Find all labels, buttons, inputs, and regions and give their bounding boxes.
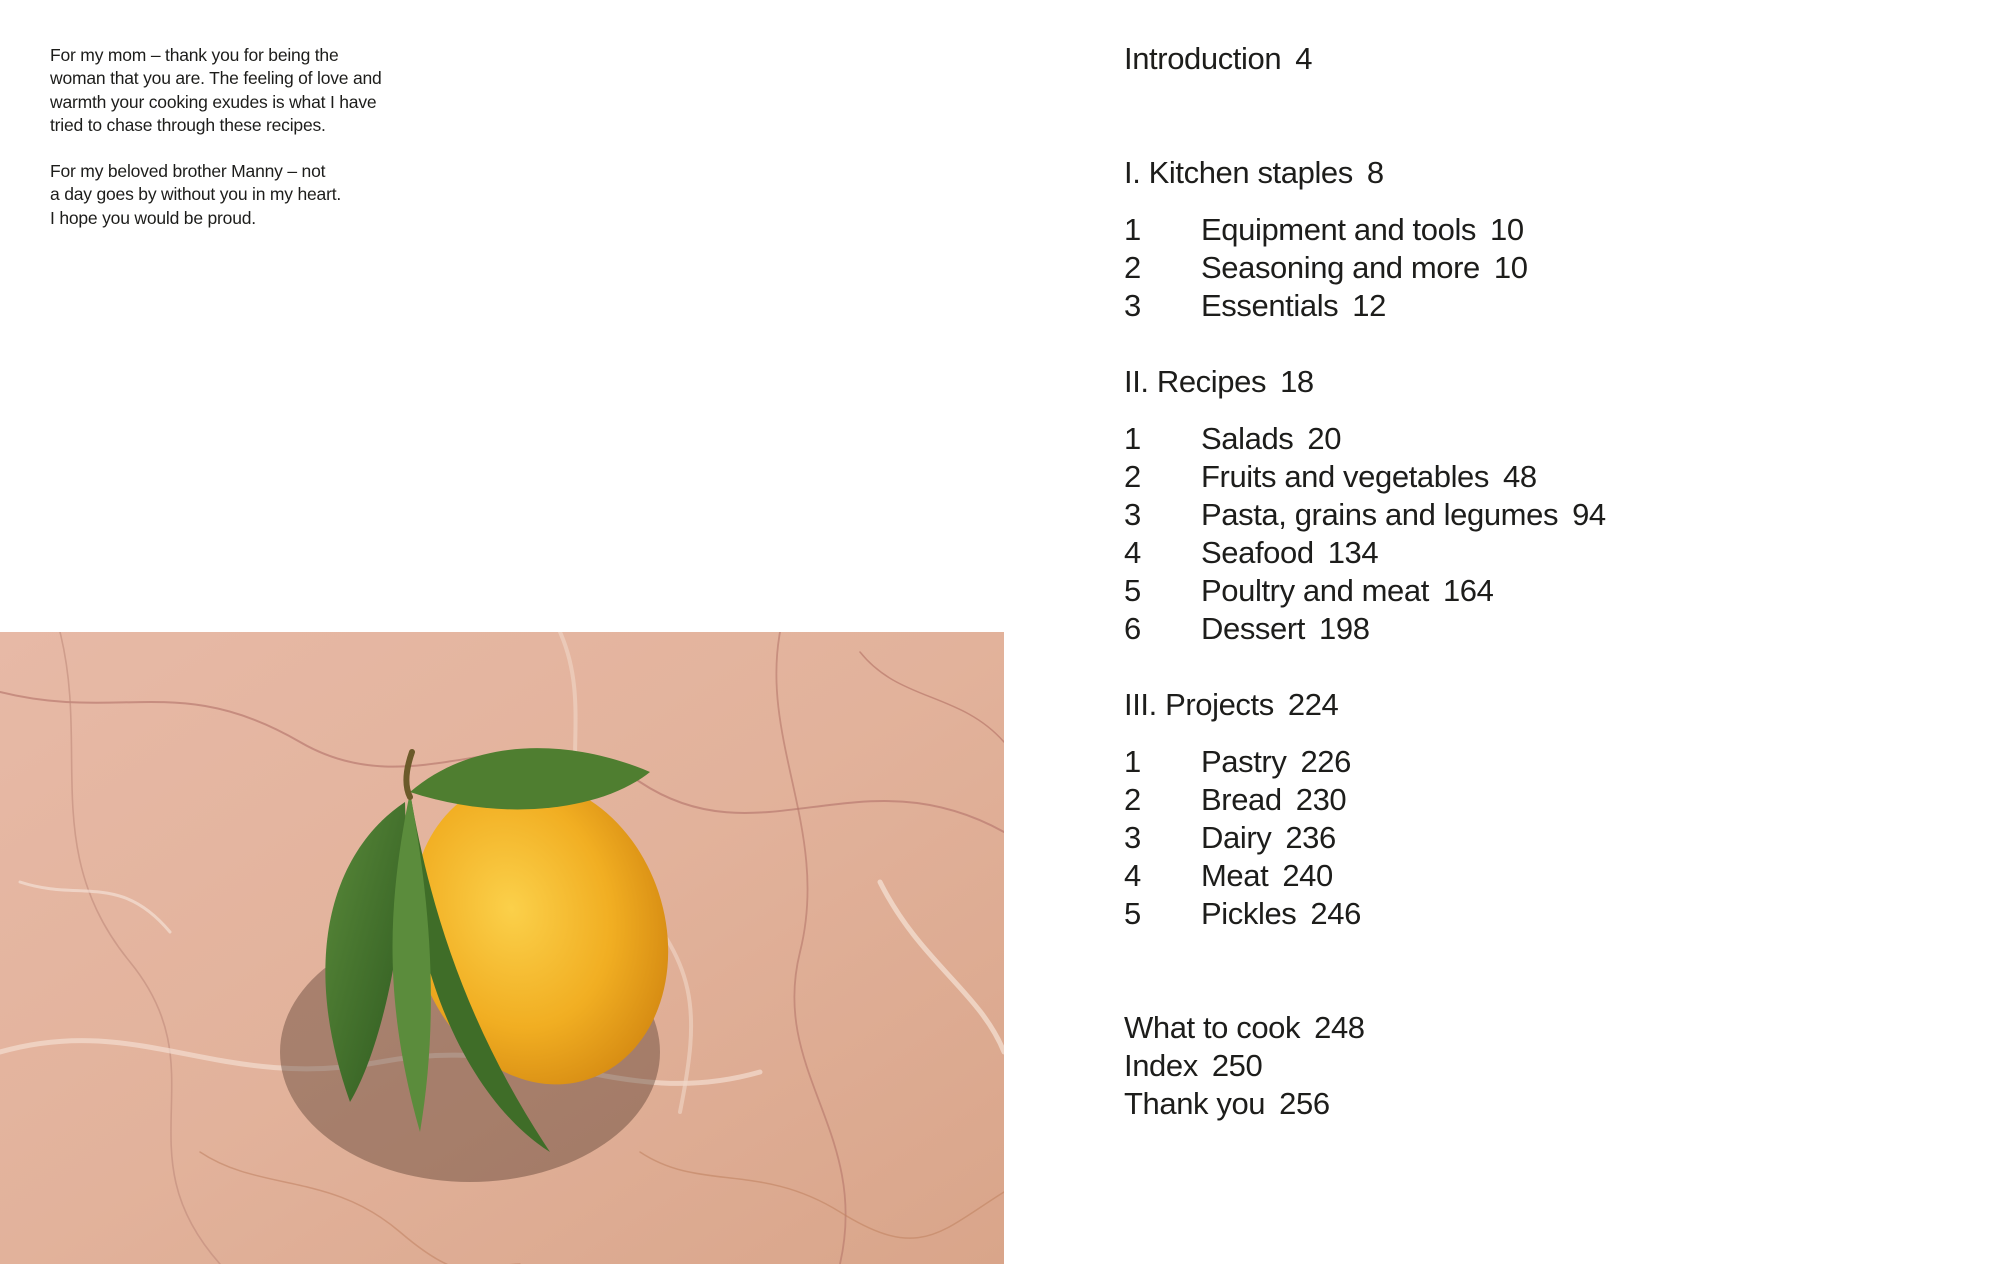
toc-page-number: 256 [1279,1086,1330,1121]
toc-page-number: 230 [1295,782,1347,817]
toc-entry-label: Meat 240 [1201,858,1333,893]
toc-entry-number: 2 [1124,459,1141,494]
toc-section-recipes [1124,363,1924,648]
toc-entry-number: 4 [1124,535,1141,570]
dedication-line: For my mom – thank you for being the [50,45,339,65]
toc-entry-label: Fruits and vegetables 48 [1201,459,1537,494]
toc-section-label: II. Recipes [1124,364,1267,399]
toc-entry[interactable] [1124,781,1924,819]
dedication-line: warmth your cooking exudes is what I have [50,91,377,112]
dedication [50,44,470,230]
table-of-contents [1124,40,1924,1123]
toc-entry[interactable] [1124,420,1924,458]
toc-section-title[interactable] [1124,363,1924,401]
toc-section-entries [1124,211,1924,325]
toc-page-number: 8 [1366,155,1384,190]
toc-label: Introduction [1124,41,1282,76]
toc-page-number: 224 [1287,687,1339,722]
toc-page-number: 248 [1314,1010,1365,1045]
toc-section-kitchen-staples [1124,154,1924,325]
toc-page-number: 164 [1442,573,1494,608]
dedication-paragraph-mom [50,44,470,137]
toc-section-title[interactable] [1124,686,1924,724]
dedication-line: woman that you are. The feeling of love and [50,68,382,89]
toc-page-number: 10 [1490,212,1524,247]
toc-entry[interactable] [1124,743,1924,781]
toc-entry-number: 6 [1124,611,1141,646]
toc-page-number: 240 [1282,858,1333,893]
toc-entry-label: Pickles 246 [1201,896,1361,931]
toc-entry-label: Pasta, grains and legumes 94 [1201,497,1606,532]
toc-entry-number: 1 [1124,212,1141,247]
toc-entry[interactable] [1124,819,1924,857]
toc-page-number: 10 [1493,250,1528,285]
toc-entry-number: 3 [1124,288,1141,323]
toc-page-number: 20 [1307,421,1342,456]
toc-section-label: I. Kitchen staples [1124,155,1353,190]
lemon-photo [0,632,1004,1264]
toc-page-number: 48 [1503,459,1537,494]
toc-section-entries [1124,743,1924,933]
toc-entry[interactable] [1124,249,1924,287]
toc-entry-number: 5 [1124,896,1141,931]
toc-page-number: 198 [1319,611,1370,646]
toc-section-title[interactable] [1124,154,1924,192]
toc-section-entries [1124,420,1924,648]
toc-entry-label: Seafood 134 [1201,535,1379,570]
toc-entry-number: 1 [1124,421,1141,456]
toc-entry-label: Poultry and meat 164 [1201,573,1494,608]
toc-entry-number: 1 [1124,744,1141,779]
toc-entry-number: 4 [1124,858,1141,893]
toc-page-number: 94 [1572,497,1606,532]
toc-page-number: 236 [1285,820,1336,855]
toc-entry-label: Equipment and tools 10 [1201,212,1524,247]
toc-entry-number: 2 [1124,782,1141,817]
toc-entry-number: 5 [1124,573,1141,608]
toc-introduction[interactable] [1124,40,1924,78]
toc-entry-label: Pastry 226 [1201,744,1351,779]
dedication-line: For my beloved brother Manny – not [50,161,326,182]
toc-label: Thank you [1124,1086,1266,1121]
toc-page-number: 134 [1327,535,1379,570]
toc-entry-label: Bread 230 [1201,782,1347,817]
toc-entry-label: Essentials 12 [1201,288,1386,323]
toc-entry-number: 3 [1124,820,1141,855]
toc-page-number: 12 [1352,288,1386,323]
toc-entry[interactable] [1124,458,1924,496]
toc-entry-label: Dairy 236 [1201,820,1336,855]
toc-thank-you[interactable] [1124,1085,1924,1123]
toc-back-matter [1124,1009,1924,1123]
toc-entry-label: Salads 20 [1201,421,1342,456]
toc-entry[interactable] [1124,211,1924,249]
dedication-paragraph-brother [50,160,470,230]
toc-page-number: 4 [1295,41,1313,76]
toc-label: What to cook [1124,1010,1301,1045]
toc-page-number: 226 [1300,744,1351,779]
dedication-line: I hope you would be proud. [50,207,256,228]
toc-entry-label: Dessert 198 [1201,611,1370,646]
toc-index[interactable] [1124,1047,1924,1085]
toc-entry-number: 2 [1124,250,1141,285]
toc-entry[interactable] [1124,534,1924,572]
toc-entry[interactable] [1124,287,1924,325]
toc-entry[interactable] [1124,857,1924,895]
toc-page-number: 250 [1211,1048,1263,1083]
toc-what-to-cook[interactable] [1124,1009,1924,1047]
dedication-line: tried to chase through these recipes. [50,114,326,135]
toc-entry[interactable] [1124,895,1924,933]
toc-section-label: III. Projects [1124,687,1274,722]
toc-page-number: 18 [1280,364,1314,399]
toc-entry[interactable] [1124,496,1924,534]
toc-entry[interactable] [1124,572,1924,610]
lemon-photo-illustration [0,632,1004,1264]
toc-entry-number: 3 [1124,497,1141,532]
toc-entry-label: Seasoning and more 10 [1201,250,1528,285]
toc-label: Index [1124,1048,1198,1083]
toc-page-number: 246 [1310,896,1361,931]
toc-entry[interactable] [1124,610,1924,648]
toc-section-projects [1124,686,1924,933]
dedication-line: a day goes by without you in my heart. [50,184,342,205]
